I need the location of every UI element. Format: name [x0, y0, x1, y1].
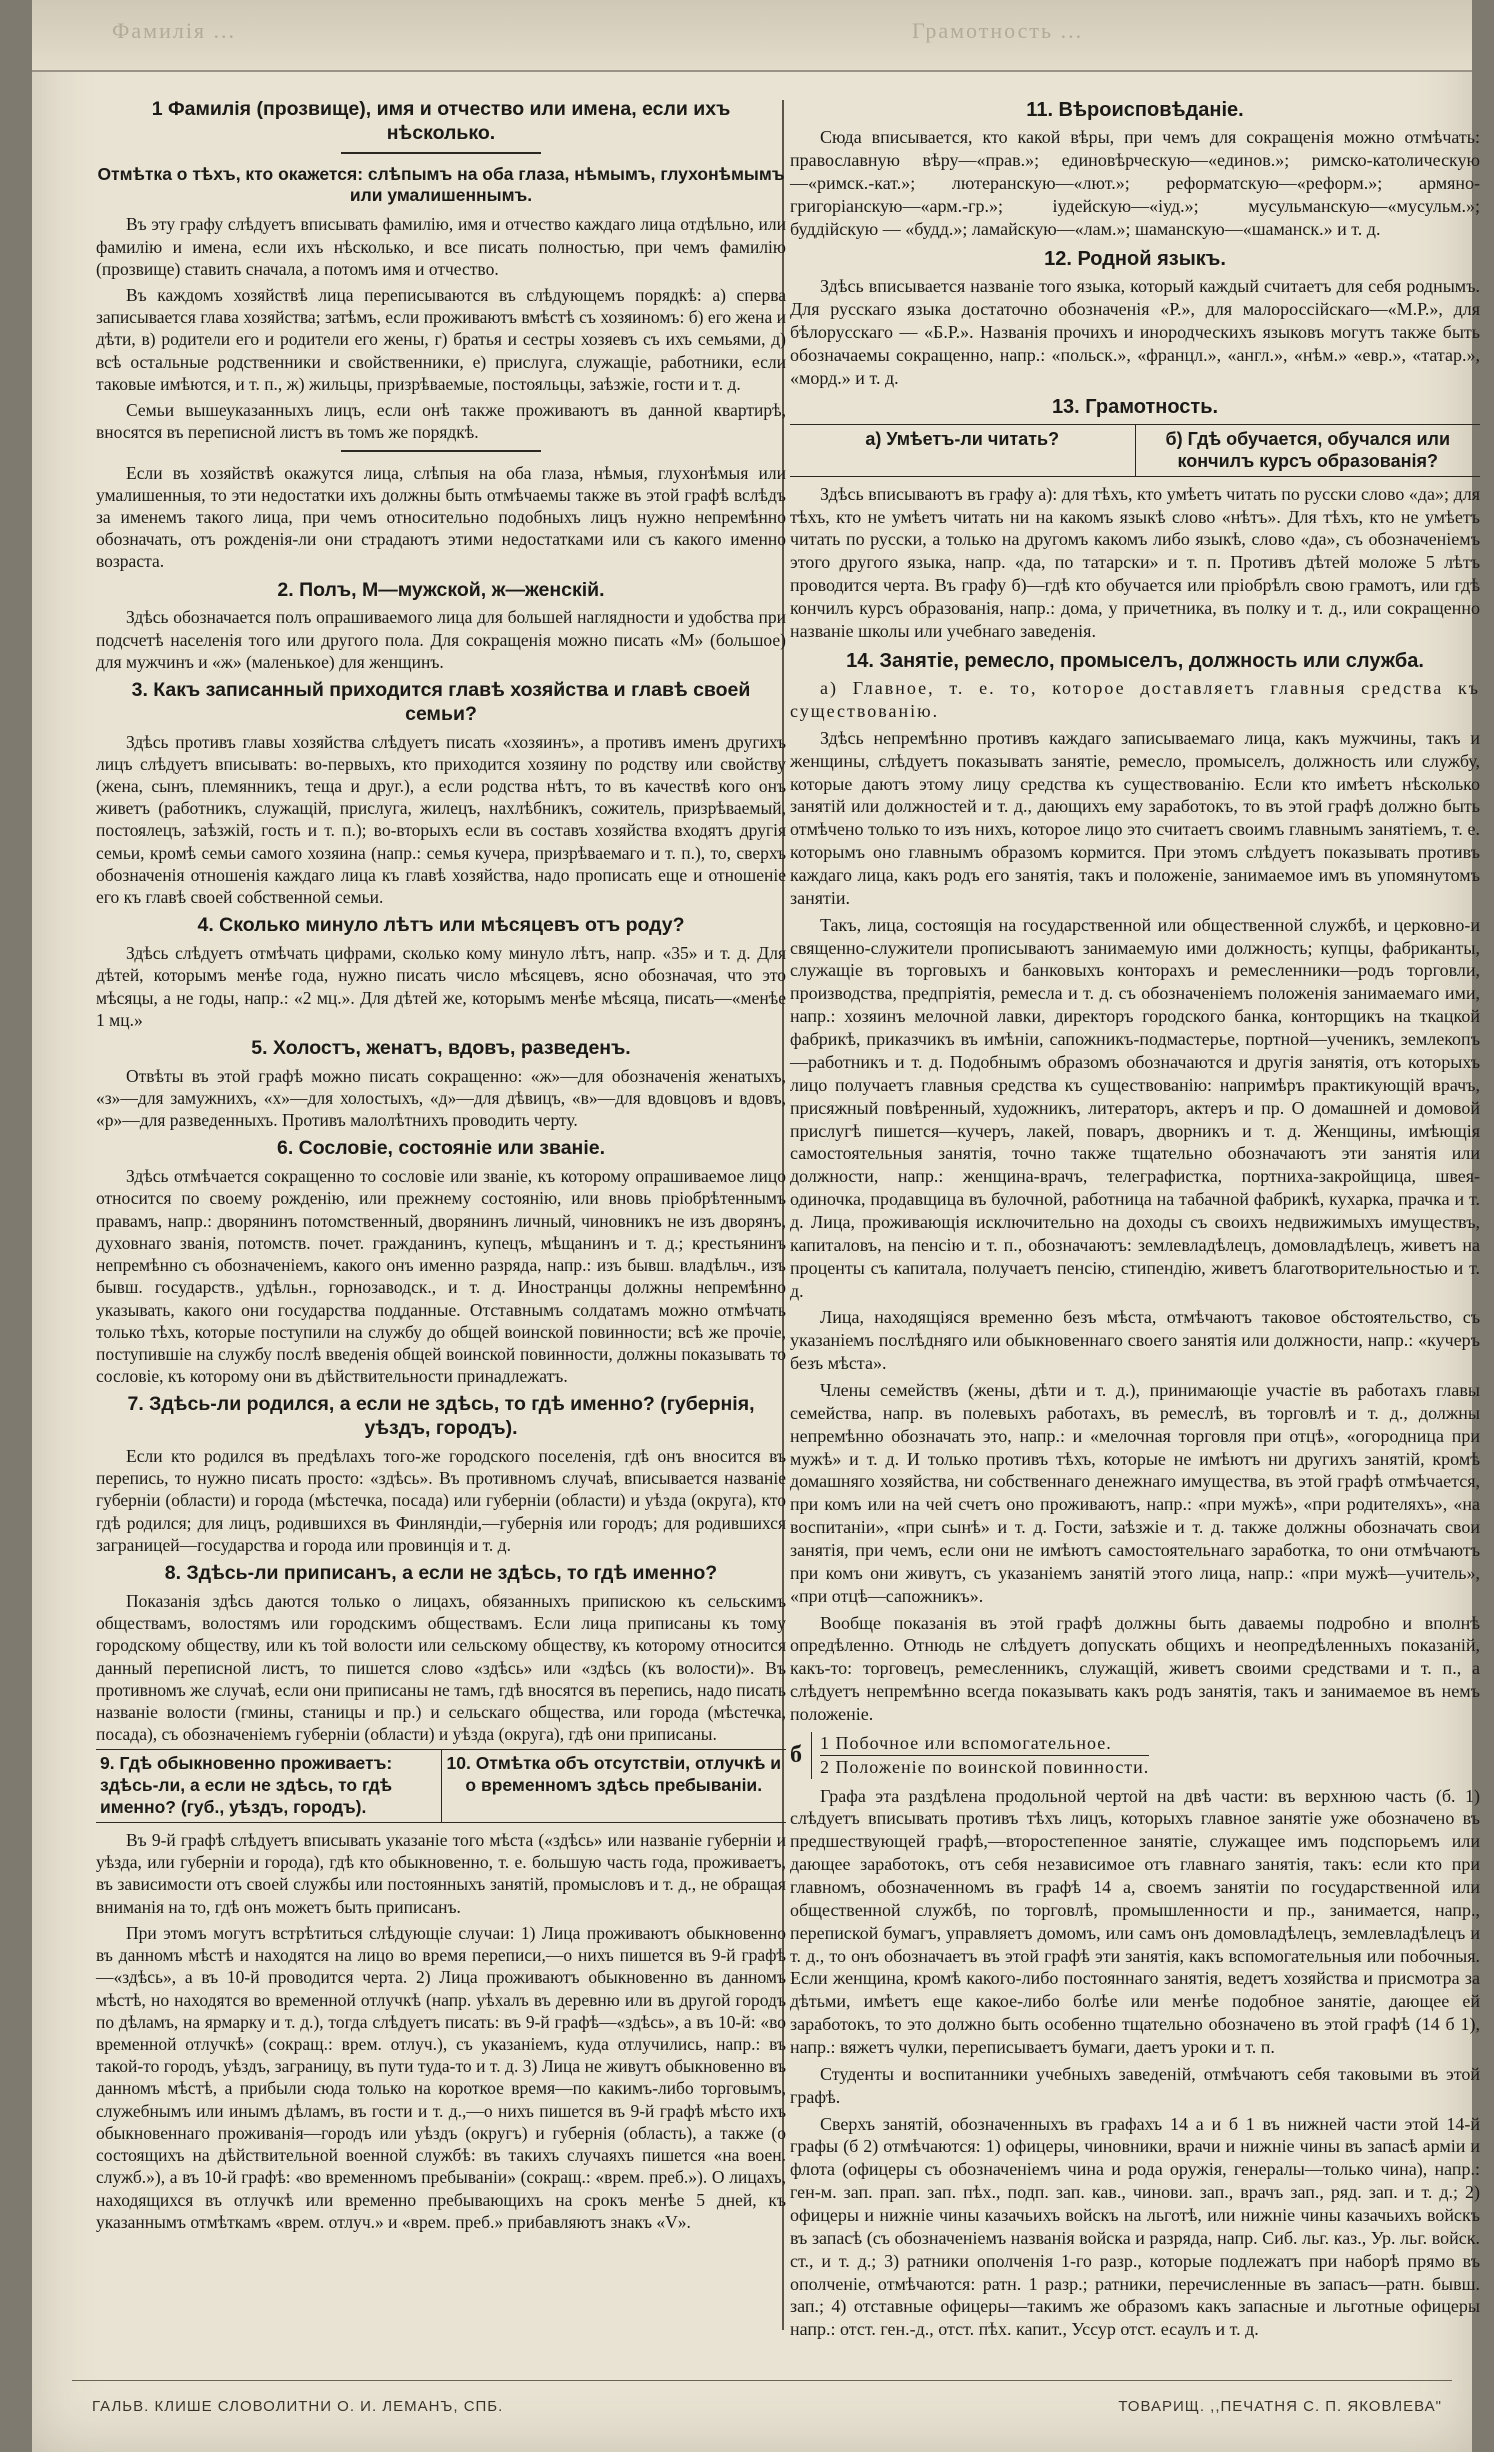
- section-1-note: Отмѣтка о тѣхъ, кто окажется: слѣпымъ на оба глаза, нѣмымъ, глухонѣмымъ или умалишеннымъ.: [97, 163, 785, 206]
- section-1-text: Въ эту графу слѣдуетъ вписывать фамилію, имя и отчество каждаго лица отдѣльно, или фамилію и имена, если ихъ нѣсколько, и все писать полностью, при чемъ фамилію (прозвище) ставить сначала, а потомъ имя и отчество.: [96, 214, 786, 279]
- section-12-title: 12. Родной языкъ.: [1044, 247, 1226, 270]
- bleed-through-right: Грамотность ...: [912, 18, 1084, 43]
- section-8-title: 8. Здѣсь-ли приписанъ, а если не здѣсь, то гдѣ именно?: [164, 1562, 718, 1585]
- section-9-10-heading-box: [96, 1749, 786, 1823]
- footer-rule: [72, 2380, 1452, 2381]
- bleed-through-left: Фамилія ...: [112, 18, 237, 43]
- footer-printer-left: ГАЛЬВ. КЛИШЕ СЛОВОЛИТНИ О. И. ЛЕМАНЪ, СПБ.: [92, 2398, 504, 2415]
- subcolumn-b2-label: 2 Положеніе по воинской повинности.: [820, 1756, 1150, 1777]
- census-instructions-sheet: [32, 0, 1480, 2452]
- right-column: [790, 92, 1480, 2345]
- subcolumn-b-heading: [790, 1732, 1480, 1779]
- section-1-text: Семьи вышеуказанныхъ лицъ, если онѣ также проживаютъ въ данной квартирѣ, вносятся въ переписной листъ въ томъ же порядкѣ.: [96, 400, 786, 443]
- section-3-text: Здѣсь противъ главы хозяйства слѣдуетъ писать «хозяинъ», а противъ именъ другихъ лицъ слѣдуетъ вписывать: во-первыхъ, кто приходится хозяину по родству или свойству (жена, сынъ, племянникъ, теща и друг.), а если родства нѣтъ, то въ качествѣ кого онъ живетъ (работникъ, служащій, прислуга, жилецъ, нахлѣбникъ, сожитель, призрѣваемый, постоялецъ, заѣзжій, гость и т. п.); во-вторыхъ если въ составъ хозяйства входятъ другія семьи, кромѣ семьи самого хозяина (напр.: семья кучера, призрѣваемаго и т. п.), то, сверхъ обозначенія отношенія каждаго лица къ главѣ хозяйства, надо прописать еще и отношеніе его къ главѣ своей собственной семьи.: [96, 731, 786, 908]
- section-13-b-label: б) Гдѣ обучается, обучался или кончилъ курсъ образованія?: [1135, 425, 1481, 476]
- section-14-text: Здѣсь непремѣнно противъ каждаго записываемаго лица, какъ мужчины, такъ и женщины, слѣдуетъ показывать занятіе, ремесло, промыселъ, должность или службу, которые даютъ этому лицу средства къ существованію. Если кто имѣетъ нѣсколько занятій или должностей и т. д., дающихъ ему заработокъ, то въ этой графѣ должно быть отмѣчено только то изъ нихъ, которое лицо это считаетъ своимъ главнымъ занятіемъ, т. е. которымъ оно главнымъ образомъ кормится. При этомъ слѣдуетъ показывать противъ каждаго лица, какъ родъ его занятія, такъ и положеніе, занимаемое имъ въ упомянутомъ занятіи.: [790, 727, 1480, 908]
- section-5-title: 5. Холостъ, женатъ, вдовъ, разведенъ.: [251, 1037, 631, 1059]
- section-rule: [341, 450, 541, 452]
- section-7-text: Если кто родился въ предѣлахъ того-же городского поселенія, гдѣ онъ вносится въ перепись, то нужно писать просто: «здѣсь». Въ противномъ случаѣ, вписывается названіе губерніи (области) и города (мѣстечка, посада) или губерніи (области) и уѣзда (округа), кто гдѣ родился; для лицъ, родившихся въ Финляндіи,—губернія или городъ; для родившихся заграницей—государства и города или провинція и т. д.: [96, 1445, 786, 1555]
- section-9-title: 9. Гдѣ обыкновенно проживаетъ: здѣсь-ли, а если не здѣсь, то гдѣ именно? (губ., уѣздъ, городъ).: [100, 1753, 393, 1818]
- section-14-text: Такъ, лица, состоящія на государственной или общественной службѣ, и церковно-и священно-служители прописываютъ занимаемую ими должность; купцы, фабриканты, служащіе въ торговыхъ и банковыхъ конторахъ и ремесленники—родъ торговли, производства, предпріятія, ремесла и т. д. съ обозначеніемъ положенія занимаемаго ими, напр.: хозяинъ мелочной лавки, директоръ городского банка, конторщикъ на ткацкой фабрикѣ, приказчикъ въ имѣніи, сапожникъ-подмастерье, портной—ученикъ, землекопъ—работникъ и т. д. Подобнымъ образомъ обозначаются и другія занятія, отъ которыхъ лицо получаетъ главныя средства къ существованію: напримѣръ практикующій врачъ, присяжный повѣренный, художникъ, литераторъ, актеръ и пр. О домашней и домовой прислугѣ пишется—кучеръ, лакей, поваръ, дворникъ и т. д. Женщины, имѣющія самостоятельныя занятія, точно также тщательно обозначаютъ эти занятія или должности, напр.: женщина-врачъ, телеграфистка, портниха-закройщица, швея-одиночка, продавщица въ булочной, работница на табачной фабрикѣ, кухарка, прачка и т. д. Лица, проживающія исключительно на доходы съ своихъ недвижимыхъ имуществъ, капиталовъ, на пенсію и т. п., обозначаютъ: землевладѣлецъ, домовладѣлецъ, живетъ на проценты съ капитала, получаетъ пенсію, стипендію, живетъ благотворительностью и т. д.: [790, 914, 1480, 1301]
- section-6-title: 6. Сословіе, состояніе или званіе.: [276, 1137, 606, 1160]
- section-4-text: Здѣсь слѣдуетъ отмѣчать цифрами, сколько кому минуло лѣтъ, напр. «35» и т. д. Для дѣтей, которымъ менѣе года, нужно писать число мѣсяцевъ, ясно обозначая, что это мѣсяцы, а не годы, напр.: «2 мц.». Для дѣтей же, которымъ менѣе мѣсяца, писать—«менѣе 1 мц.»: [96, 943, 786, 1030]
- section-14-subtitle: а) Главное, т. е. то, которое доставляетъ главныя средства къ существованію.: [790, 678, 1480, 722]
- section-9-text: Въ 9-й графѣ слѣдуетъ вписывать указаніе того мѣста («здѣсь» или названіе губерніи и уѣзда, или губерніи и города), гдѣ кто обыкновенно, т. е. большую часть года, проживаетъ, въ зависимости отъ своей службы или постоянныхъ занятій, промысловъ и т. д., не обращая вниманія на то, гдѣ онъ можетъ быть приписанъ.: [96, 1830, 786, 1917]
- left-column: [96, 92, 786, 2237]
- section-14-text: Вообще показанія въ этой графѣ должны быть даваемы подробно и вполнѣ опредѣленно. Отнюдь не слѣдуетъ допускать общихъ и неопредѣленныхъ показаній, какъ-то: торговецъ, ремесленникъ, служащій, живетъ своими средствами и т. п., а слѣдуетъ непремѣнно всегда показывать какъ родъ занятія, такъ и занимаемое въ немъ положеніе.: [790, 1612, 1480, 1724]
- section-14-text: Сверхъ занятій, обозначенныхъ въ графахъ 14 а и б 1 въ нижней части этой 14-й графы (б 2) отмѣчаются: 1) офицеры, чиновники, врачи и нижніе чины въ запасѣ арміи и флота (офицеры съ обозначеніемъ чина и рода оружія, генералы—только чина), напр.: ген-м. зап. прап. зап. пѣх., подп. зап. кав., чинови. зап., врачъ зап., ряд. зап. и т. д.; 2) офицеры и нижніе чины казачьихъ войскъ на льготѣ, или нижніе чины казачьихъ войскъ въ запасѣ (съ обозначеніемъ названія войска и разряда, напр. Сиб. льг. каз., Ур. льг. войск. ст., и т. д.; 3) ратники ополченія 1-го разр., которые подлежатъ при наборѣ прямо въ ополченіе, отмѣчаются: ратн. 1 разр.; ратники, перечисленные въ запасъ—ратн. бывш. зап.; 4) отставные офицеры—такимъ же образомъ какъ запасные и льготные офицеры напр.: отст. ген.-д., отст. пѣх. капит., Уссур отст. есаулъ и т. д.: [790, 2113, 1480, 2340]
- section-13-text: Здѣсь вписываютъ въ графу а): для тѣхъ, кто умѣетъ читать по русски слово «да»; для тѣхъ, кто не умѣетъ читать ни на какомъ языкѣ слово «нѣтъ». Для тѣхъ, кто не умѣетъ читать по русски, а только на другомъ какомъ либо языкѣ, слово «да», съ обозначеніемъ этого другого языка, напр. «да, по татарски» и т. п. Противъ дѣтей моложе 5 лѣтъ проводится черта. Въ графу б)—гдѣ кто обучается или пріобрѣлъ свою грамотъ, или гдѣ кончилъ курсъ образованія, напр.: дома, у причетника, въ полку и т. д., или сокращенно названіе школы или учебнаго заведенія.: [790, 483, 1480, 641]
- top-margin-strip: [32, 0, 1472, 72]
- section-14-text: Студенты и воспитанники учебныхъ заведеній, отмѣчаютъ себя таковыми въ этой графѣ.: [790, 2063, 1480, 2107]
- section-14-text: Лица, находящіяся временно безъ мѣста, отмѣчаютъ таковое обстоятельство, съ указаніемъ послѣдняго или обыкновеннаго своего занятія или должности, напр.: «кучеръ безъ мѣста».: [790, 1307, 1480, 1374]
- section-6-text: Здѣсь отмѣчается сокращенно то сословіе или званіе, къ которому опрашиваемое лицо относится по своему рожденію, или прежнему состоянію, или вновь пріобрѣтеннымъ правамъ, напр.: дворянинъ потомственный, дворянинъ личный, чиновникъ не изъ дворянъ, духовнаго званія, потомств. почет. гражданинъ, купецъ, мѣщанинъ и т. д.; крестьянинъ непремѣнно съ обозначеніемъ, какого онъ именно разряда, напр.: изъ бывш. владѣльч., изъ бывш. государств., удѣльн., горнозаводск., и т. д. Иностранцы должны непремѣнно указывать, какого они государства подданные. Отставнымъ солдатамъ можно отмѣчать только тѣхъ, которые поступили на службу до общей воинской повинности; всѣ же прочіе, поступившіе на службу послѣ введенія общей воинской повинности, должны показывать то сословіе, къ которому они въ дѣйствительности принадлежатъ.: [96, 1166, 786, 1387]
- section-5-text: Отвѣты въ этой графѣ можно писать сокращенно: «ж»—для обозначенія женатыхъ, «з»—для замужнихъ, «х»—для холостыхъ, «д»—для дѣвицъ, «в»—для вдовцовъ и вдовъ, «р»—для разведенныхъ. Противъ малолѣтнихъ проводить черту.: [96, 1065, 786, 1131]
- section-1-text: Если въ хозяйствѣ окажутся лица, слѣпыя на оба глаза, нѣмыя, глухонѣмыя или умалишенныя, то эти недостатки ихъ должны быть отмѣчаемы также въ этой графѣ вслѣдъ за именемъ такого лица, при чемъ относительно подобныхъ лицъ нужно непремѣнно обозначать, отъ рожденія-ли они страдаютъ этими недостатками или съ какого именно возраста.: [96, 462, 786, 572]
- footer-printer-right: ТОВАРИЩ. ,,ПЕЧАТНЯ С. П. ЯКОВЛЕВА": [1118, 2398, 1442, 2415]
- section-1-title: 1 Фамилія (прозвище), имя и отчество или имена, если ихъ нѣсколько.: [151, 98, 731, 144]
- section-7-title: 7. Здѣсь-ли родился, а если не здѣсь, то гдѣ именно? (губернія, уѣздъ, городъ).: [127, 1393, 755, 1440]
- section-8-text: Показанія здѣсь даются только о лицахъ, обязанныхъ припискою къ сельскимъ обществамъ, волостямъ или городскимъ обществамъ. Если лица приписаны къ тому городскому обществу, или къ той волости или сельскому обществу, къ которому относится данный переписной листъ, то пишется слово «здѣсь» или «здѣсь (къ волости)». Въ противномъ же случаѣ, если они приписаны не тамъ, гдѣ вносятся въ перепись, надо писать названіе волости (гмины, станицы и пр.) и сельскаго общества, или города (мѣстечка, посада), съ обозначеніемъ губерніи (области) и уѣзда (округа), гдѣ они приписаны.: [96, 1590, 786, 1745]
- section-2-text: Здѣсь обозначается полъ опрашиваемого лица для большей наглядности и удобства при подсчетѣ населенія того или другого пола. Для сокращенія можно писать «М» (большое) для мужчинъ и «ж» (маленькое) для женщинъ.: [96, 607, 786, 672]
- section-14-title: 14. Занятіе, ремесло, промыселъ, должность или служба.: [846, 649, 1424, 672]
- section-14-text: Члены семействъ (жены, дѣти и т. д.), принимающіе участіе въ работахъ главы семейства, напр. въ полевыхъ работахъ, въ ремеслѣ, въ торговлѣ и т. д., должны непремѣнно обозначать это, напр.: и «мелочная торговля при отцѣ», «огородница при мужѣ» и т. д. И только противъ тѣхъ, которые не имѣютъ ни другихъ занятій, кромѣ домашняго хозяйства, ни собственнаго денежнаго имущества, въ этой графѣ отмѣчается, при комъ или на чей счетъ оно проживаютъ, напр.: «при мужѣ», «при родителяхъ», «на воспитаніи», «при сынѣ» и т. д. Гости, заѣзжіе и т. д. также должны обозначать свои занятія, при чемъ, если они не имѣютъ самостоятельнаго заработка, то они отмѣчаютъ при комъ они живутъ, съ указаніемъ занятій этого лица, напр.: «при мужѣ—учитель», «при отцѣ—сапожникъ».: [790, 1379, 1480, 1606]
- subcolumn-b-letter: б: [790, 1741, 803, 1768]
- section-3-title: 3. Какъ записанный приходится главѣ хозяйства и главѣ своей семьи?: [131, 679, 751, 725]
- section-11-title: 11. Вѣроисповѣданіе.: [1026, 99, 1244, 121]
- section-13-a-label: а) Умѣетъ-ли читать?: [865, 428, 1060, 449]
- section-11-text: Сюда вписывается, кто какой вѣры, при чемъ для сокращенія можно отмѣчать: православную вѣру—«прав.»; единовѣрческую—«единов.»; римско-католическую—«римск.-кат.»; лютеранскую—«лют.»; реформатскую—«реформ.»; армяно-григоріанскую—«арм.-гр.»; іудейскую—«іуд.»; мусульманскую—«мусульм.»; буддійскую — «будд.»; ламайскую—«лам.»; шаманскую—«шаманск.» и т. д.: [790, 127, 1480, 239]
- section-13-title: 13. Грамотность.: [1051, 396, 1219, 419]
- section-10-title: 10. Отмѣтка объ отсутствіи, отлучкѣ и о временномъ здѣсь пребываніи.: [441, 1750, 787, 1822]
- section-12-text: Здѣсь вписывается названіе того языка, который каждый считаетъ для себя роднымъ. Для русскаго языка достаточно обозначенія «Р.», для малороссійскаго—«М.Р.», для бѣлорусскаго — «Б.Р.». Названія прочихъ и инородческихъ языковъ могутъ также быть обозначаемы сокращенно, напр.: «польск.», «францл.», «англ.», «нѣм.» «евр.», «татар.», «морд.» и т. д.: [790, 276, 1480, 388]
- section-9-text: При этомъ могутъ встрѣтиться слѣдующіе случаи: 1) Лица проживаютъ обыкновенно въ данномъ мѣстѣ и находятся на лицо во время переписи,—о нихъ пишется въ 9-й графѣ—«здѣсь», а въ 10-й проводится черта. 2) Лица проживаютъ обыкновенно въ данномъ мѣстѣ, но находятся во временной отлучкѣ (напр. уѣхалъ въ деревню или въ другой городъ по дѣламъ, на ярмарку и т. д.), тогда слѣдуетъ писать: въ 9-й графѣ—«здѣсь», а въ 10-й: «во временной отлучкѣ» (сокращ.: врем. отлуч.), съ указаніемъ, куда отлучились, напр.: въ такой-то городъ, уѣздъ, заграницу, въ пути туда-то и т. д. 3) Лица не живутъ обыкновенно въ данномъ мѣстѣ, а прибыли сюда только на короткое время—по какимъ-либо торговымъ, служебнымъ или инымъ дѣламъ, въ гости и т. д.,—о нихъ пишется въ 9-й графѣ мѣсто ихъ обыкновеннаго проживанія—городъ или уѣздъ (округъ) и губернія (область), а также (о состоящихъ на дѣйствительной военной службѣ: въ такихъ случаяхъ пишется «на воен. служб.»), а въ 10-й графѣ: «во временномъ пребываніи» (сокращ.: «врем. преб.»). О лицахъ, находящихся въ отлучкѣ или временно пребывающихъ на срокъ менѣе 5 дней, къ указаннымъ отмѣткамъ «врем. отлуч.» и «врем. преб.» прибавляютъ знакъ «V».: [96, 1922, 786, 2232]
- section-2-title: 2. Полъ, М—мужской, ж—женскій.: [277, 578, 605, 601]
- section-14-text: Графа эта раздѣлена продольной чертой на двѣ части: въ верхнюю часть (б. 1) слѣдуетъ вписывать противъ тѣхъ лицъ, которыхъ главное занятіе уже обозначено въ предшествующей графѣ,—второстепенное занятіе, служащее имъ подспорьемъ или дающее заработокъ, отъ себя независимое отъ главнаго занятія, такъ: если кто при главномъ, обозначенномъ въ графѣ 14 а, своемъ занятіи по государственной или общественной службѣ, по торговлѣ, промышленности и пр., занимается, напр., перепиской бумагъ, управляетъ домомъ, или самъ онъ домовладѣлецъ, землевладѣлецъ и т. д., то онъ обозначаетъ въ этой графѣ эти занятія, какъ вспомогательныя или побочныя. Если женщина, кромѣ какого-либо постояннаго занятія, ведетъ хозяйства и присмотра за дѣтьми, имѣетъ еще какое-либо болѣе или менѣе подобное занятіе, дающее ей заработокъ, то это должно быть особенно тщательно обозначено въ этой графѣ (14 б 1), напр.: вяжетъ чулки, переписываетъ бумаги, даетъ уроки и т. п.: [790, 1785, 1480, 2058]
- section-1-text: Въ каждомъ хозяйствѣ лица переписываются въ слѣдующемъ порядкѣ: а) сперва записывается глава хозяйства; затѣмъ, если проживаютъ вмѣстѣ съ хозяиномъ: б) его жена и дѣти, в) родители его и родители его жены, г) братья и сестры хозяевъ съ ихъ семьями, д) всѣ остальные родственники и свойственники, е) прислуга, служащіе, работники, если таковые имѣются, и т. п., ж) жильцы, призрѣваемые, постояльцы, заѣзжіе, гости и т. д.: [96, 284, 786, 394]
- subcolumn-b1-label: 1 Побочное или вспомогательное.: [820, 1732, 1149, 1756]
- title-rule: [341, 152, 541, 154]
- section-4-title: 4. Сколько минуло лѣтъ или мѣсяцевъ отъ роду?: [197, 914, 685, 937]
- section-13-heading-box: [790, 424, 1480, 477]
